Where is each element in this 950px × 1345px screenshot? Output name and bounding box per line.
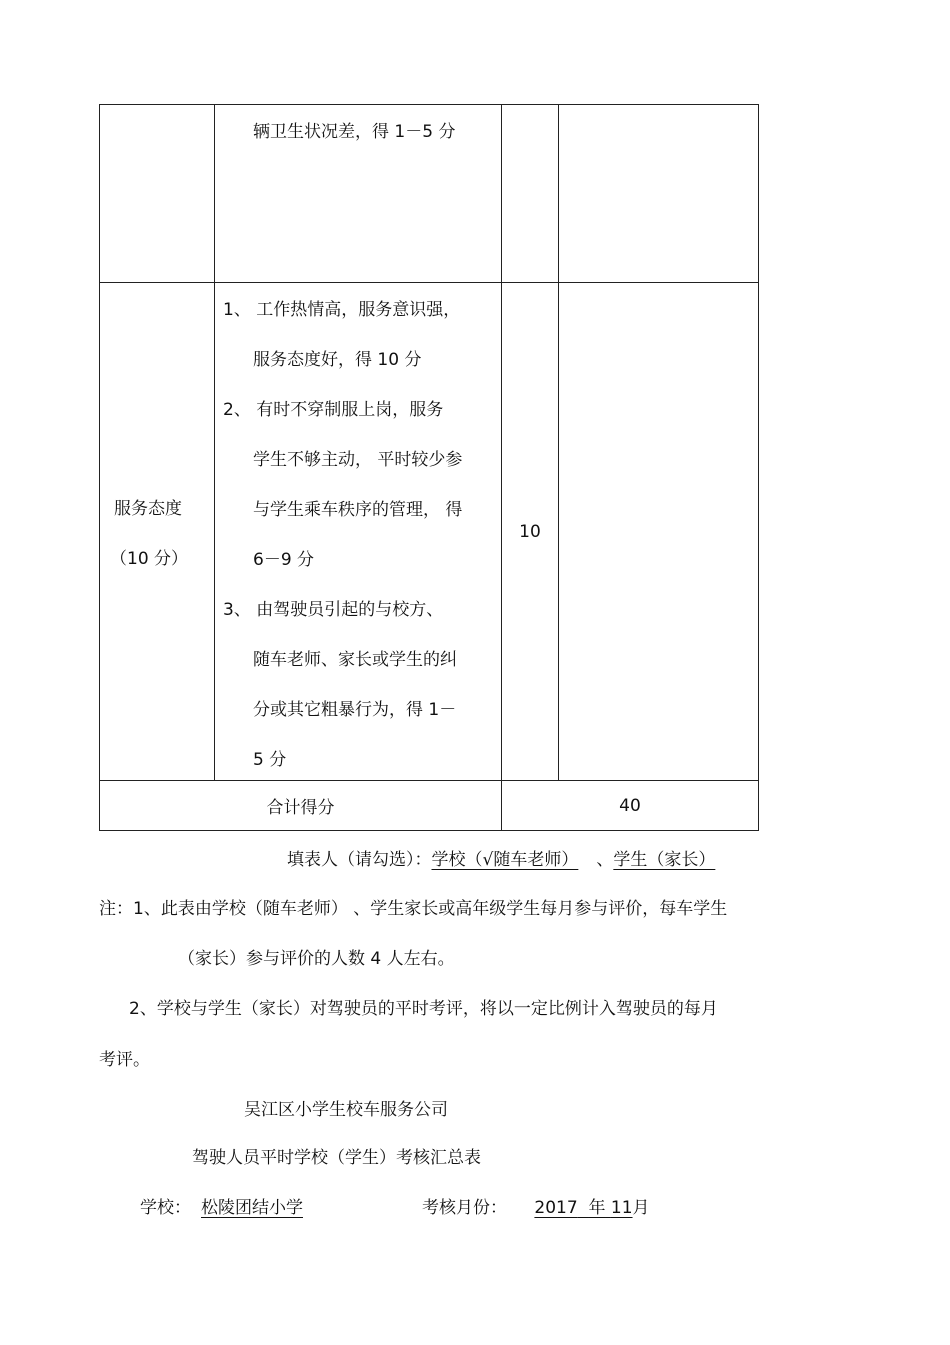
total-label-cell [100, 781, 502, 831]
criteria-line: 分或其它粗暴行为，得 1－ [253, 700, 457, 720]
category-label: 服务态度 [114, 499, 182, 519]
criteria-line: 1、 工作热情高，服务意识强， [223, 300, 461, 320]
note-1-line-2: （家长）参与评价的人数 4 人左右。 [178, 949, 455, 969]
filler-separator: 、 [596, 850, 614, 870]
score-value: 10 [519, 521, 541, 542]
school-value: 松陵团结小学 [201, 1198, 303, 1218]
criteria-line: 随车老师、家长或学生的纠 [253, 650, 457, 670]
criteria-line: 3、 由驾驶员引起的与校方、 [223, 600, 444, 620]
evaluation-table [99, 104, 759, 831]
year-unit: 年 [588, 1198, 606, 1218]
total-value: 40 [619, 795, 641, 816]
filler-option-school: 学校（√随车老师） [431, 850, 579, 870]
form-title: 驾驶人员平时学校（学生）考核汇总表 [192, 1148, 481, 1168]
category-cell [100, 283, 215, 781]
score-cell [502, 105, 559, 283]
month-label: 考核月份： [422, 1198, 507, 1218]
note-2-line-2: 考评。 [99, 1050, 150, 1070]
month-value-group [526, 1198, 632, 1218]
criteria-line: 6－9 分 [253, 550, 315, 570]
year-value: 2017 [534, 1198, 578, 1218]
school-label: 学校： [140, 1198, 191, 1218]
filler-line [287, 845, 715, 870]
table-row [100, 283, 759, 781]
school-field [140, 1193, 325, 1218]
score-cell [502, 283, 559, 781]
criteria-line: 学生不够主动， 平时较少参 [253, 450, 463, 470]
filler-label: 填表人（请勾选）： [287, 850, 432, 870]
total-value-cell [502, 781, 759, 831]
company-name: 吴江区小学生校车服务公司 [244, 1100, 448, 1120]
filler-option-student: 学生（家长） [613, 850, 716, 870]
criteria-line: 辆卫生状况差，得 1－5 分 [253, 122, 456, 142]
criteria-cell [215, 283, 502, 781]
note-1-line-1: 注：1、此表由学校（随车老师） 、学生家长或高年级学生每月参与评价，每车学生 [99, 899, 728, 919]
total-row [100, 781, 759, 831]
category-cell [100, 105, 215, 283]
category-points: （10 分） [110, 549, 189, 569]
note-2-line-1: 2、学校与学生（家长）对驾驶员的平时考评，将以一定比例计入驾驶员的每月 [129, 999, 718, 1019]
total-label: 合计得分 [266, 798, 335, 818]
table-row [100, 105, 759, 283]
remark-cell [559, 283, 759, 781]
criteria-line: 5 分 [253, 750, 287, 770]
remark-cell [559, 105, 759, 283]
criteria-line: 2、 有时不穿制服上岗，服务 [223, 400, 444, 420]
criteria-cell [215, 105, 502, 283]
month-field [422, 1193, 650, 1218]
month-unit: 月 [632, 1198, 650, 1218]
month-value: 11 [610, 1198, 633, 1218]
criteria-line: 与学生乘车秩序的管理， 得 [253, 500, 463, 520]
criteria-line: 服务态度好，得 10 分 [253, 350, 422, 370]
